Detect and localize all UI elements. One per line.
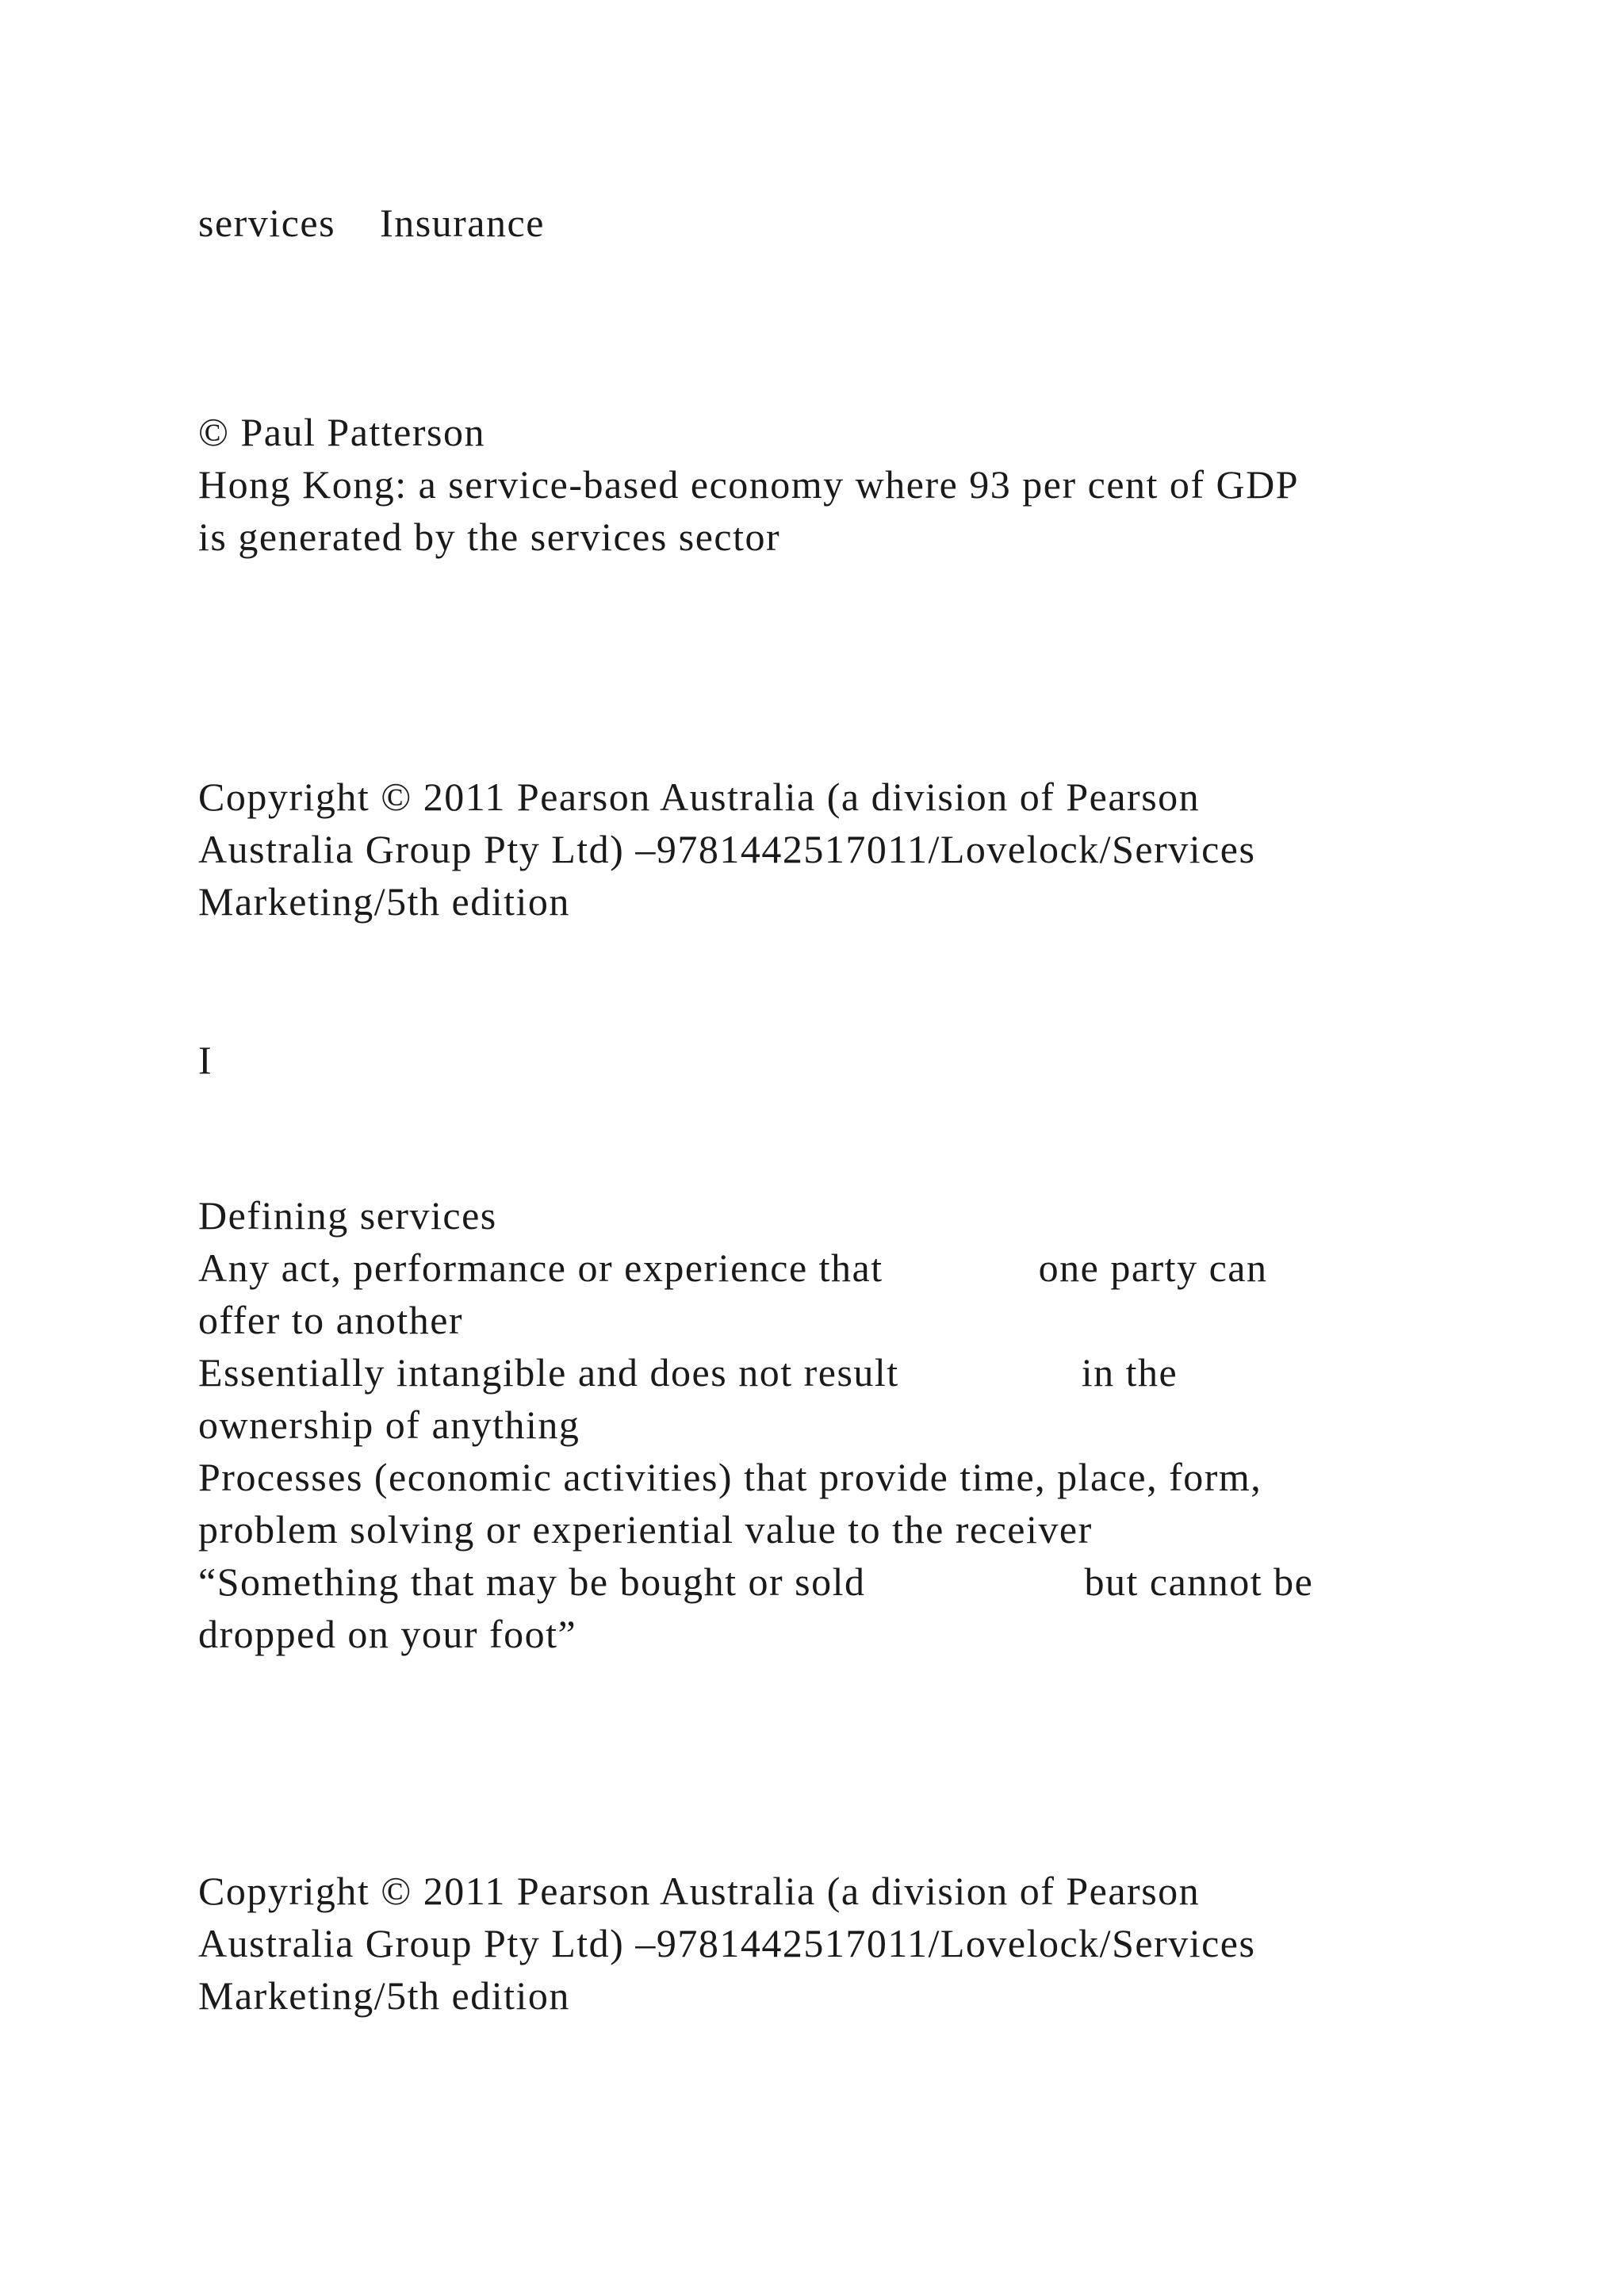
bullet-2-line-1 xyxy=(198,1346,1178,1399)
copyright-1-line-1: Copyright © 2011 Pearson Australia (a division of Pearson xyxy=(198,775,1201,819)
header-line xyxy=(198,197,545,249)
bullet-2-line-2: ownership of anything xyxy=(198,1402,580,1447)
bullet-1-line-2: offer to another xyxy=(198,1298,464,1342)
bullet-4-line-2: dropped on your foot” xyxy=(198,1612,577,1656)
header-right: Insurance xyxy=(380,201,545,245)
copyright-2-line-3: Marketing/5th edition xyxy=(198,1973,570,2018)
copyright-1-line-2: Australia Group Pty Ltd) –9781442517011/Lovelock/Services xyxy=(198,827,1256,871)
bullet-1-part-2: one party can xyxy=(1038,1246,1268,1290)
bullet-3-line-2: problem solving or experiential value to the receiver xyxy=(198,1507,1093,1552)
copyright-2-line-2: Australia Group Pty Ltd) –9781442517011/Lovelock/Services xyxy=(198,1921,1256,1965)
photo-credit: © Paul Patterson xyxy=(198,410,485,454)
bullet-4-line-1 xyxy=(198,1556,1313,1608)
copyright-2-line-1: Copyright © 2011 Pearson Australia (a division of Pearson xyxy=(198,1869,1201,1913)
bullet-1-part-1: Any act, performance or experience that xyxy=(198,1246,883,1290)
header-left: services xyxy=(198,201,336,245)
slide-title: Defining services xyxy=(198,1193,497,1238)
bullet-1-line-1 xyxy=(198,1242,1267,1294)
caption-line-2: is generated by the services sector xyxy=(198,515,781,559)
copyright-1-line-3: Marketing/5th edition xyxy=(198,879,570,924)
bullet-4-part-2: but cannot be xyxy=(1084,1559,1314,1604)
bullet-3-line-1: Processes (economic activities) that provide time, place, form, xyxy=(198,1455,1262,1499)
caption-line-1: Hong Kong: a service-based economy where 93 per cent of GDP xyxy=(198,462,1300,507)
bullet-4-part-1: “Something that may be bought or sold xyxy=(198,1559,866,1604)
section-marker: I xyxy=(198,1038,213,1082)
bullet-2-part-1: Essentially intangible and does not result xyxy=(198,1350,899,1395)
bullet-2-part-2: in the xyxy=(1081,1350,1178,1395)
